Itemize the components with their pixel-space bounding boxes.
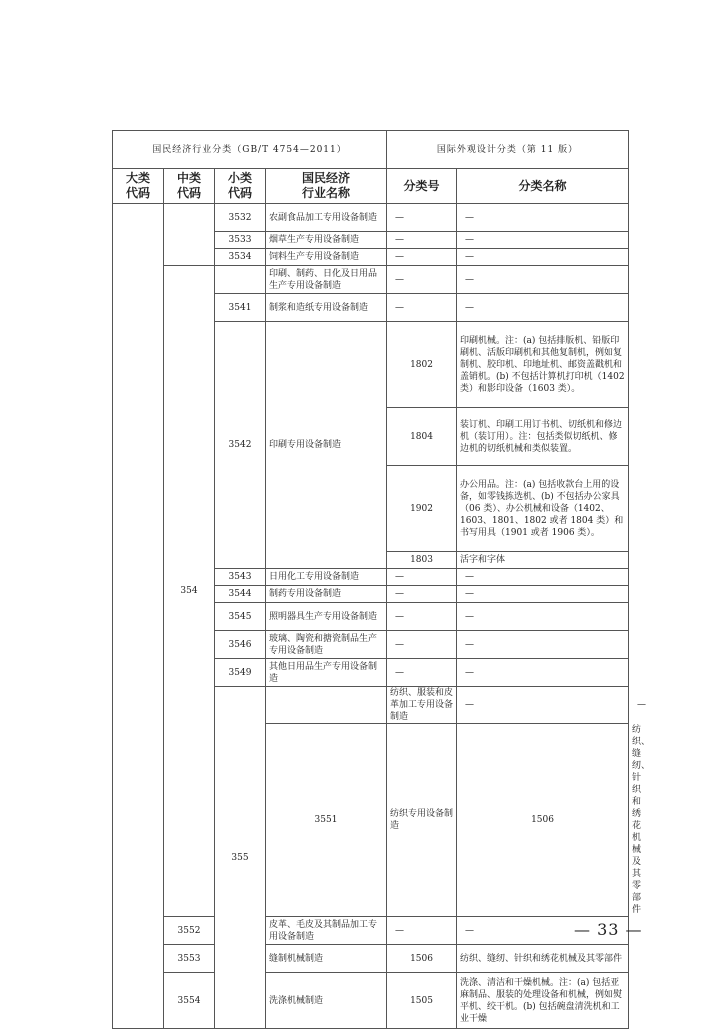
class-name-cell: — <box>457 294 629 322</box>
small-code-cell: 3534 <box>215 249 266 266</box>
class-name-cell: — <box>457 603 629 631</box>
mid-code-cell: 355 <box>215 687 266 1029</box>
industry-name-cell: 皮革、毛皮及其制品加工专用设备制造 <box>266 917 387 945</box>
class-code-cell: 1803 <box>387 552 457 569</box>
class-name-cell: 洗涤、清洁和干燥机械。注：(a) 包括亚麻制品、服装的处理设备和机械，例如熨平机、绞干机。(b) 包括碗盘清洗机和工业干燥 <box>457 973 629 1029</box>
table-row <box>113 204 629 232</box>
industry-name-cell: 印刷专用设备制造 <box>266 322 387 569</box>
class-code-cell: — <box>387 631 457 659</box>
class-name-cell: 活字和字体 <box>457 552 629 569</box>
table-row <box>113 945 629 973</box>
national-classification-header: 国民经济行业分类（GB/T 4754—2011） <box>113 131 387 169</box>
class-code-cell: — <box>387 266 457 294</box>
industry-name-cell: 玻璃、陶瓷和搪瓷制品生产专用设备制造 <box>266 631 387 659</box>
table-row: 355 纺织、服装和皮革加工专用设备制造 — — <box>113 687 629 724</box>
small-code-cell: 3543 <box>215 569 266 586</box>
class-name-cell: 纺织、缝纫、针织和绣花机械及其零部件 <box>457 945 629 973</box>
industry-name-cell: 照明器具生产专用设备制造 <box>266 603 387 631</box>
industry-name-cell: 农副食品加工专用设备制造 <box>266 204 387 232</box>
small-code-cell: 3546 <box>215 631 266 659</box>
class-code-cell: — <box>387 917 457 945</box>
class-code-cell: — <box>387 586 457 603</box>
industry-name-cell: 纺织、服装和皮革加工专用设备制造 <box>387 687 457 724</box>
class-name-cell: — <box>457 917 629 945</box>
industry-name-cell: 烟草生产专用设备制造 <box>266 232 387 249</box>
small-code-cell: 3551 <box>266 724 387 917</box>
small-code-cell: 3549 <box>215 659 266 687</box>
classification-table-container <box>112 130 651 1029</box>
table-top-header <box>113 131 629 169</box>
table-row <box>113 917 629 945</box>
small-code-cell: 3552 <box>164 917 215 945</box>
table-row <box>113 266 629 294</box>
industry-name-cell: 制浆和造纸专用设备制造 <box>266 294 387 322</box>
table-row <box>113 973 629 1029</box>
column-header-row <box>113 169 629 204</box>
mid-code-cell <box>164 204 215 266</box>
class-name-cell: — <box>457 249 629 266</box>
small-code-cell <box>215 266 266 294</box>
major-code-header: 大类 代码 <box>113 169 164 204</box>
industry-name-cell: 缝制机械制造 <box>266 945 387 973</box>
class-name-cell: 办公用品。注：(a) 包括收款台上用的设备，如零钱拣选机、(b) 不包括办公家具（06 类）、办公机械和设备（1402、1603、1801、1802 或者 1804 类）和书写用具（1901 或者 1906 类）。 <box>457 466 629 552</box>
industry-name-cell: 洗涤机械制造 <box>266 973 387 1029</box>
small-code-cell: 3532 <box>215 204 266 232</box>
class-code-cell: 1804 <box>387 408 457 466</box>
mid-code-cell: 354 <box>164 266 215 917</box>
class-name-cell: — <box>457 232 629 249</box>
class-code-cell: — <box>387 204 457 232</box>
class-code-cell: 1506 <box>457 724 629 917</box>
international-design-header: 国际外观设计分类（第 11 版） <box>387 131 629 169</box>
small-code-cell: 3554 <box>164 973 215 1029</box>
class-code-cell: — <box>387 659 457 687</box>
small-code-cell: 3533 <box>215 232 266 249</box>
industry-name-cell: 制药专用设备制造 <box>266 586 387 603</box>
class-code-cell: 1505 <box>387 973 457 1029</box>
industry-name-cell: 日用化工专用设备制造 <box>266 569 387 586</box>
class-name-cell: — <box>457 659 629 687</box>
class-name-cell: 印刷机械。注：(a) 包括排版机、铅版印刷机、活版印刷机和其他复制机，例如复制机、胶印机、印地址机、邮资盖戳机和盖销机。(b) 不包括计算机打印机（1402 类）和影印设备（1603 类）。 <box>457 322 629 408</box>
industry-name-cell: 其他日用品生产专用设备制造 <box>266 659 387 687</box>
class-code-cell: 1902 <box>387 466 457 552</box>
class-name-cell: — <box>457 569 629 586</box>
page-number: — 33 — <box>574 920 643 939</box>
industry-name-cell: 纺织专用设备制造 <box>387 724 457 917</box>
class-code-header: 分类号 <box>387 169 457 204</box>
class-code-cell: — <box>387 569 457 586</box>
class-name-cell: 装订机、印刷工用订书机、切纸机和修边机（装订用）。注：包括类似切纸机、修边机的切纸机械和类似装置。 <box>457 408 629 466</box>
table-row: 3551 纺织专用设备制造 1506 纺织、缝纫、针织和绣花机械及其零部件 <box>113 724 629 917</box>
class-code-cell: — <box>387 249 457 266</box>
industry-name-header: 国民经济 行业名称 <box>266 169 387 204</box>
small-code-cell: 3544 <box>215 586 266 603</box>
class-code-cell: 1506 <box>387 945 457 973</box>
industry-name-cell: 饲料生产专用设备制造 <box>266 249 387 266</box>
class-name-cell: — <box>457 266 629 294</box>
class-name-cell: — <box>457 586 629 603</box>
class-code-cell: — <box>387 294 457 322</box>
industry-name-cell: 印刷、制药、日化及日用品生产专用设备制造 <box>266 266 387 294</box>
small-code-header: 小类 代码 <box>215 169 266 204</box>
mid-code-header: 中类 代码 <box>164 169 215 204</box>
class-code-cell: 1802 <box>387 322 457 408</box>
small-code-cell <box>266 687 387 724</box>
class-name-cell: — <box>457 631 629 659</box>
class-code-cell: — <box>387 232 457 249</box>
small-code-cell: 3553 <box>164 945 215 973</box>
class-name-header: 分类名称 <box>457 169 629 204</box>
class-name-cell: — <box>457 204 629 232</box>
small-code-cell: 3541 <box>215 294 266 322</box>
small-code-cell: 3545 <box>215 603 266 631</box>
small-code-cell: 3542 <box>215 322 266 569</box>
classification-table <box>112 130 651 1029</box>
class-code-cell: — <box>457 687 629 724</box>
class-code-cell: — <box>387 603 457 631</box>
major-code-cell <box>113 204 164 1029</box>
